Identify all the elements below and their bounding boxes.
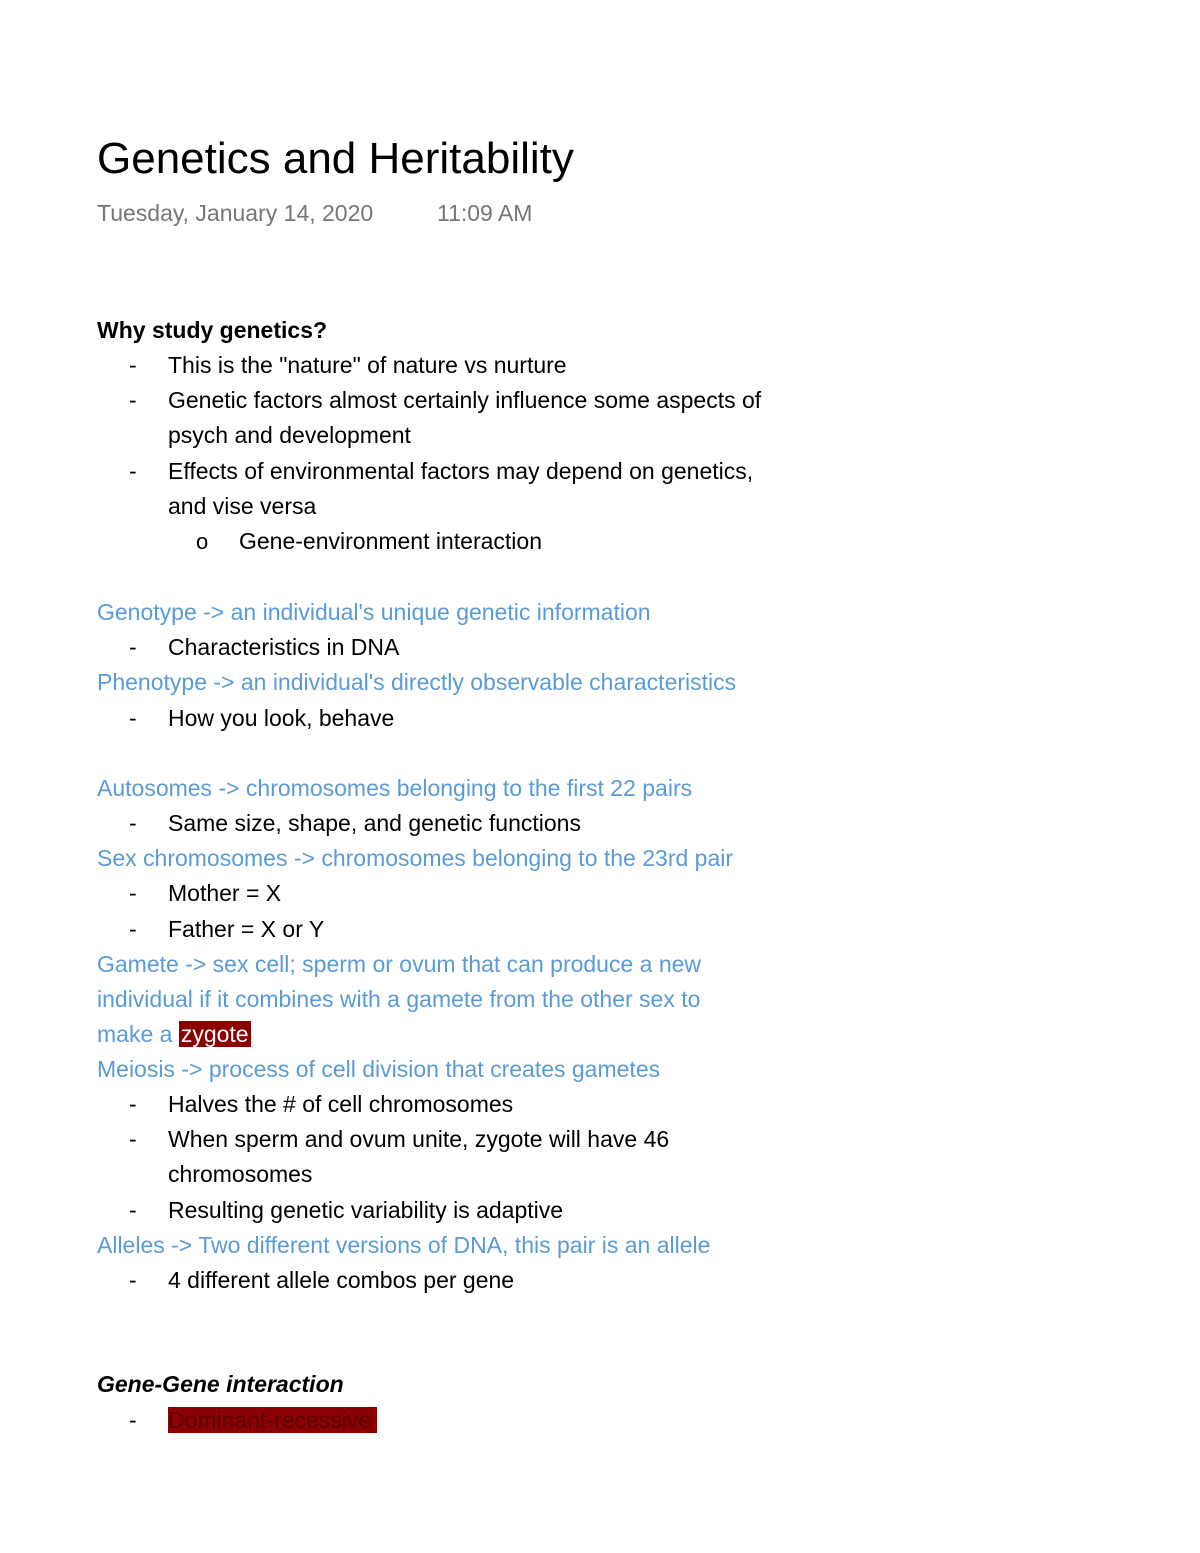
list-item	[168, 1403, 377, 1438]
bullet-dash: -	[129, 634, 137, 660]
term-genotype: Genotype -> an individual's unique genetic information	[97, 599, 651, 625]
term-gamete-continuation	[97, 1017, 251, 1052]
list-item: Genetic factors almost certainly influence some aspects of	[168, 387, 762, 413]
list-item: Effects of environmental factors may depend on genetics,	[168, 458, 754, 484]
bullet-dash: -	[129, 1091, 137, 1117]
bullet-dash: -	[129, 458, 137, 484]
section-heading-why-study-genetics: Why study genetics?	[97, 317, 328, 343]
highlighted-zygote: zygote	[180, 1021, 249, 1047]
list-item-continuation: chromosomes	[168, 1161, 313, 1187]
list-item: Mother = X	[168, 880, 282, 906]
bullet-dash: -	[129, 1407, 137, 1433]
list-item: Halves the # of cell chromosomes	[168, 1091, 514, 1117]
list-item: 4 different allele combos per gene	[168, 1267, 515, 1293]
bullet-dash: -	[129, 1267, 137, 1293]
bullet-dash: -	[129, 1197, 137, 1223]
bullet-circle: o	[196, 529, 209, 554]
bullet-dash: -	[129, 352, 137, 378]
term-phenotype: Phenotype -> an individual's directly observable characteristics	[97, 669, 737, 695]
bullet-dash: -	[129, 916, 137, 942]
sub-list-item: Gene-environment interaction	[239, 528, 542, 554]
bullet-dash: -	[129, 1126, 137, 1152]
term-alleles: Alleles -> Two different versions of DNA, this pair is an allele	[97, 1232, 711, 1258]
list-item-continuation: and vise versa	[168, 493, 317, 519]
list-item: Resulting genetic variability is adaptive	[168, 1197, 564, 1223]
note-date: Tuesday, January 14, 2020	[97, 200, 374, 226]
list-item: This is the "nature" of nature vs nurture	[168, 352, 567, 378]
list-item: Characteristics in DNA	[168, 634, 400, 660]
term-autosomes: Autosomes -> chromosomes belonging to the first 22 pairs	[97, 775, 693, 801]
bullet-dash: -	[129, 880, 137, 906]
section-heading-gene-gene: Gene-Gene interaction	[97, 1371, 344, 1397]
list-item: How you look, behave	[168, 705, 395, 731]
term-gamete-continuation: individual if it combines with a gamete from the other sex to	[97, 986, 701, 1012]
term-gamete: Gamete -> sex cell; sperm or ovum that can produce a new	[97, 951, 702, 977]
note-time: 11:09 AM	[437, 200, 533, 226]
bullet-dash: -	[129, 705, 137, 731]
term-sex-chromosomes: Sex chromosomes -> chromosomes belonging to the 23rd pair	[97, 845, 734, 871]
highlighted-dominant-recessive: Dominant-recessive	[168, 1407, 377, 1433]
list-item: Father = X or Y	[168, 916, 325, 942]
gamete-text: make a	[97, 1021, 179, 1047]
list-item: When sperm and ovum unite, zygote will have 46	[168, 1126, 670, 1152]
page-title: Genetics and Heritability	[97, 134, 574, 183]
list-item-continuation: psych and development	[168, 422, 411, 448]
bullet-dash: -	[129, 810, 137, 836]
term-meiosis: Meiosis -> process of cell division that creates gametes	[97, 1056, 661, 1082]
bullet-dash: -	[129, 387, 137, 413]
list-item: Same size, shape, and genetic functions	[168, 810, 581, 836]
